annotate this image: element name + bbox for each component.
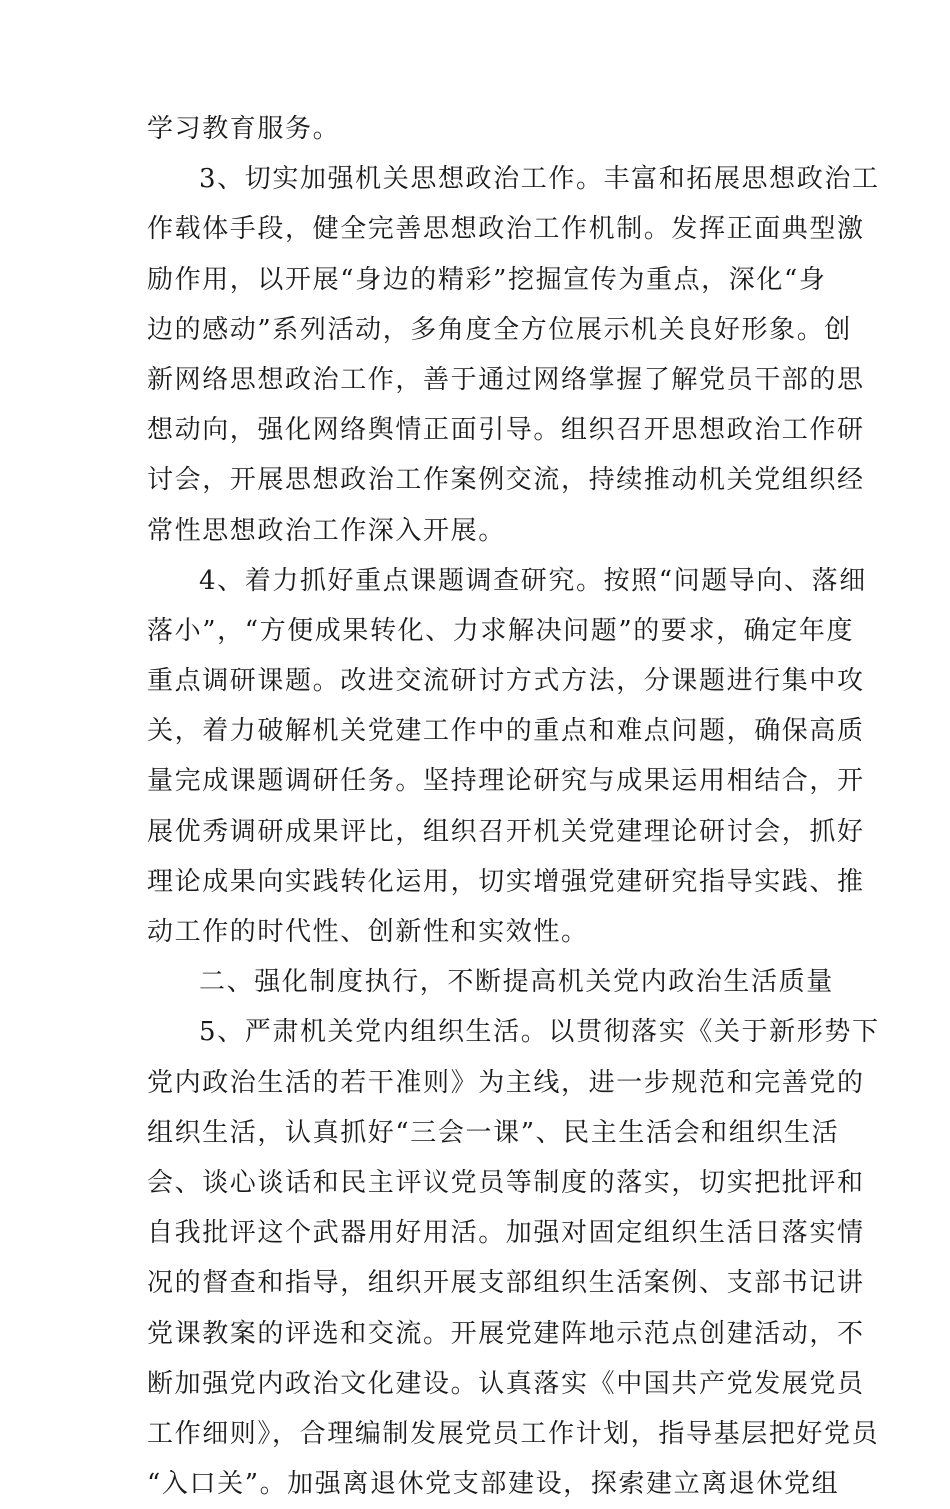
text-line: 励作用，以开展“身边的精彩”挖掘宣传为重点，深化“身 [147, 264, 827, 295]
text-line: 重点调研课题。改进交流研讨方式方法，分课题进行集中攻 [147, 666, 865, 697]
text-line: 动工作的时代性、创新性和实效性。 [147, 917, 589, 947]
text-line: 展优秀调研成果评比，组织召开机关党建理论研讨会，抓好 [147, 816, 865, 847]
text-line: 讨会，开展思想政治工作案例交流，持续推动机关党组织经 [147, 465, 865, 496]
text-line: 落小”，“方便成果转化、力求解决问题”的要求，确定年度 [147, 615, 855, 646]
text-line: 工作细则》，合理编制发展党员工作计划，指导基层把好党员 [147, 1418, 880, 1449]
text-line: 党内政治生活的若干准则》为主线，进一步规范和完善党的 [147, 1067, 865, 1098]
text-line: 关，着力破解机关党建工作中的重点和难点问题，确保高质 [147, 716, 865, 747]
text-line: 自我批评这个武器用好用活。加强对固定组织生活日落实情 [147, 1218, 865, 1249]
text-line: 作载体手段，健全完善思想政治工作机制。发挥正面典型激 [147, 214, 865, 245]
text-line: 断加强党内政治文化建设。认真落实《中国共产党发展党员 [147, 1368, 865, 1399]
text-line: 党课教案的评选和交流。开展党建阵地示范点创建活动，不 [147, 1318, 865, 1349]
text-line: 边的感动”系列活动，多角度全方位展示机关良好形象。创 [147, 314, 852, 345]
text-line: 常性思想政治工作深入开展。 [147, 515, 506, 546]
text-line: “入口关”。加强离退休党支部建设，探索建立离退休党组 [147, 1469, 840, 1500]
text-line: 学习教育服务。 [147, 114, 341, 144]
paragraph-4-start: 4、着力抓好重点课题调查研究。按照“问题导向、落细 [199, 565, 867, 596]
text-line: 会、谈心谈话和民主评议党员等制度的落实，切实把批评和 [147, 1167, 865, 1198]
text-line: 量完成课题调研任务。坚持理论研究与成果运用相结合，开 [147, 766, 865, 797]
paragraph-5-start: 5、严肃机关党内组织生活。以贯彻落实《关于新形势下 [199, 1017, 880, 1048]
section-heading: 二、强化制度执行，不断提高机关党内政治生活质量 [199, 967, 834, 998]
text-line: 新网络思想政治工作，善于通过网络掌握了解党员干部的思 [147, 364, 865, 395]
document-body [147, 104, 880, 1509]
text-line: 况的督查和指导，组织开展支部组织生活案例、支部书记讲 [147, 1268, 865, 1299]
text-line: 组织生活，认真抓好“三会一课”、民主生活会和组织生活 [147, 1117, 840, 1148]
paragraph-3-start: 3、切实加强机关思想政治工作。丰富和拓展思想政治工 [199, 164, 880, 195]
text-line: 理论成果向实践转化运用，切实增强党建研究指导实践、推 [147, 866, 865, 897]
text-line: 想动向，强化网络舆情正面引导。组织召开思想政治工作研 [147, 415, 865, 446]
